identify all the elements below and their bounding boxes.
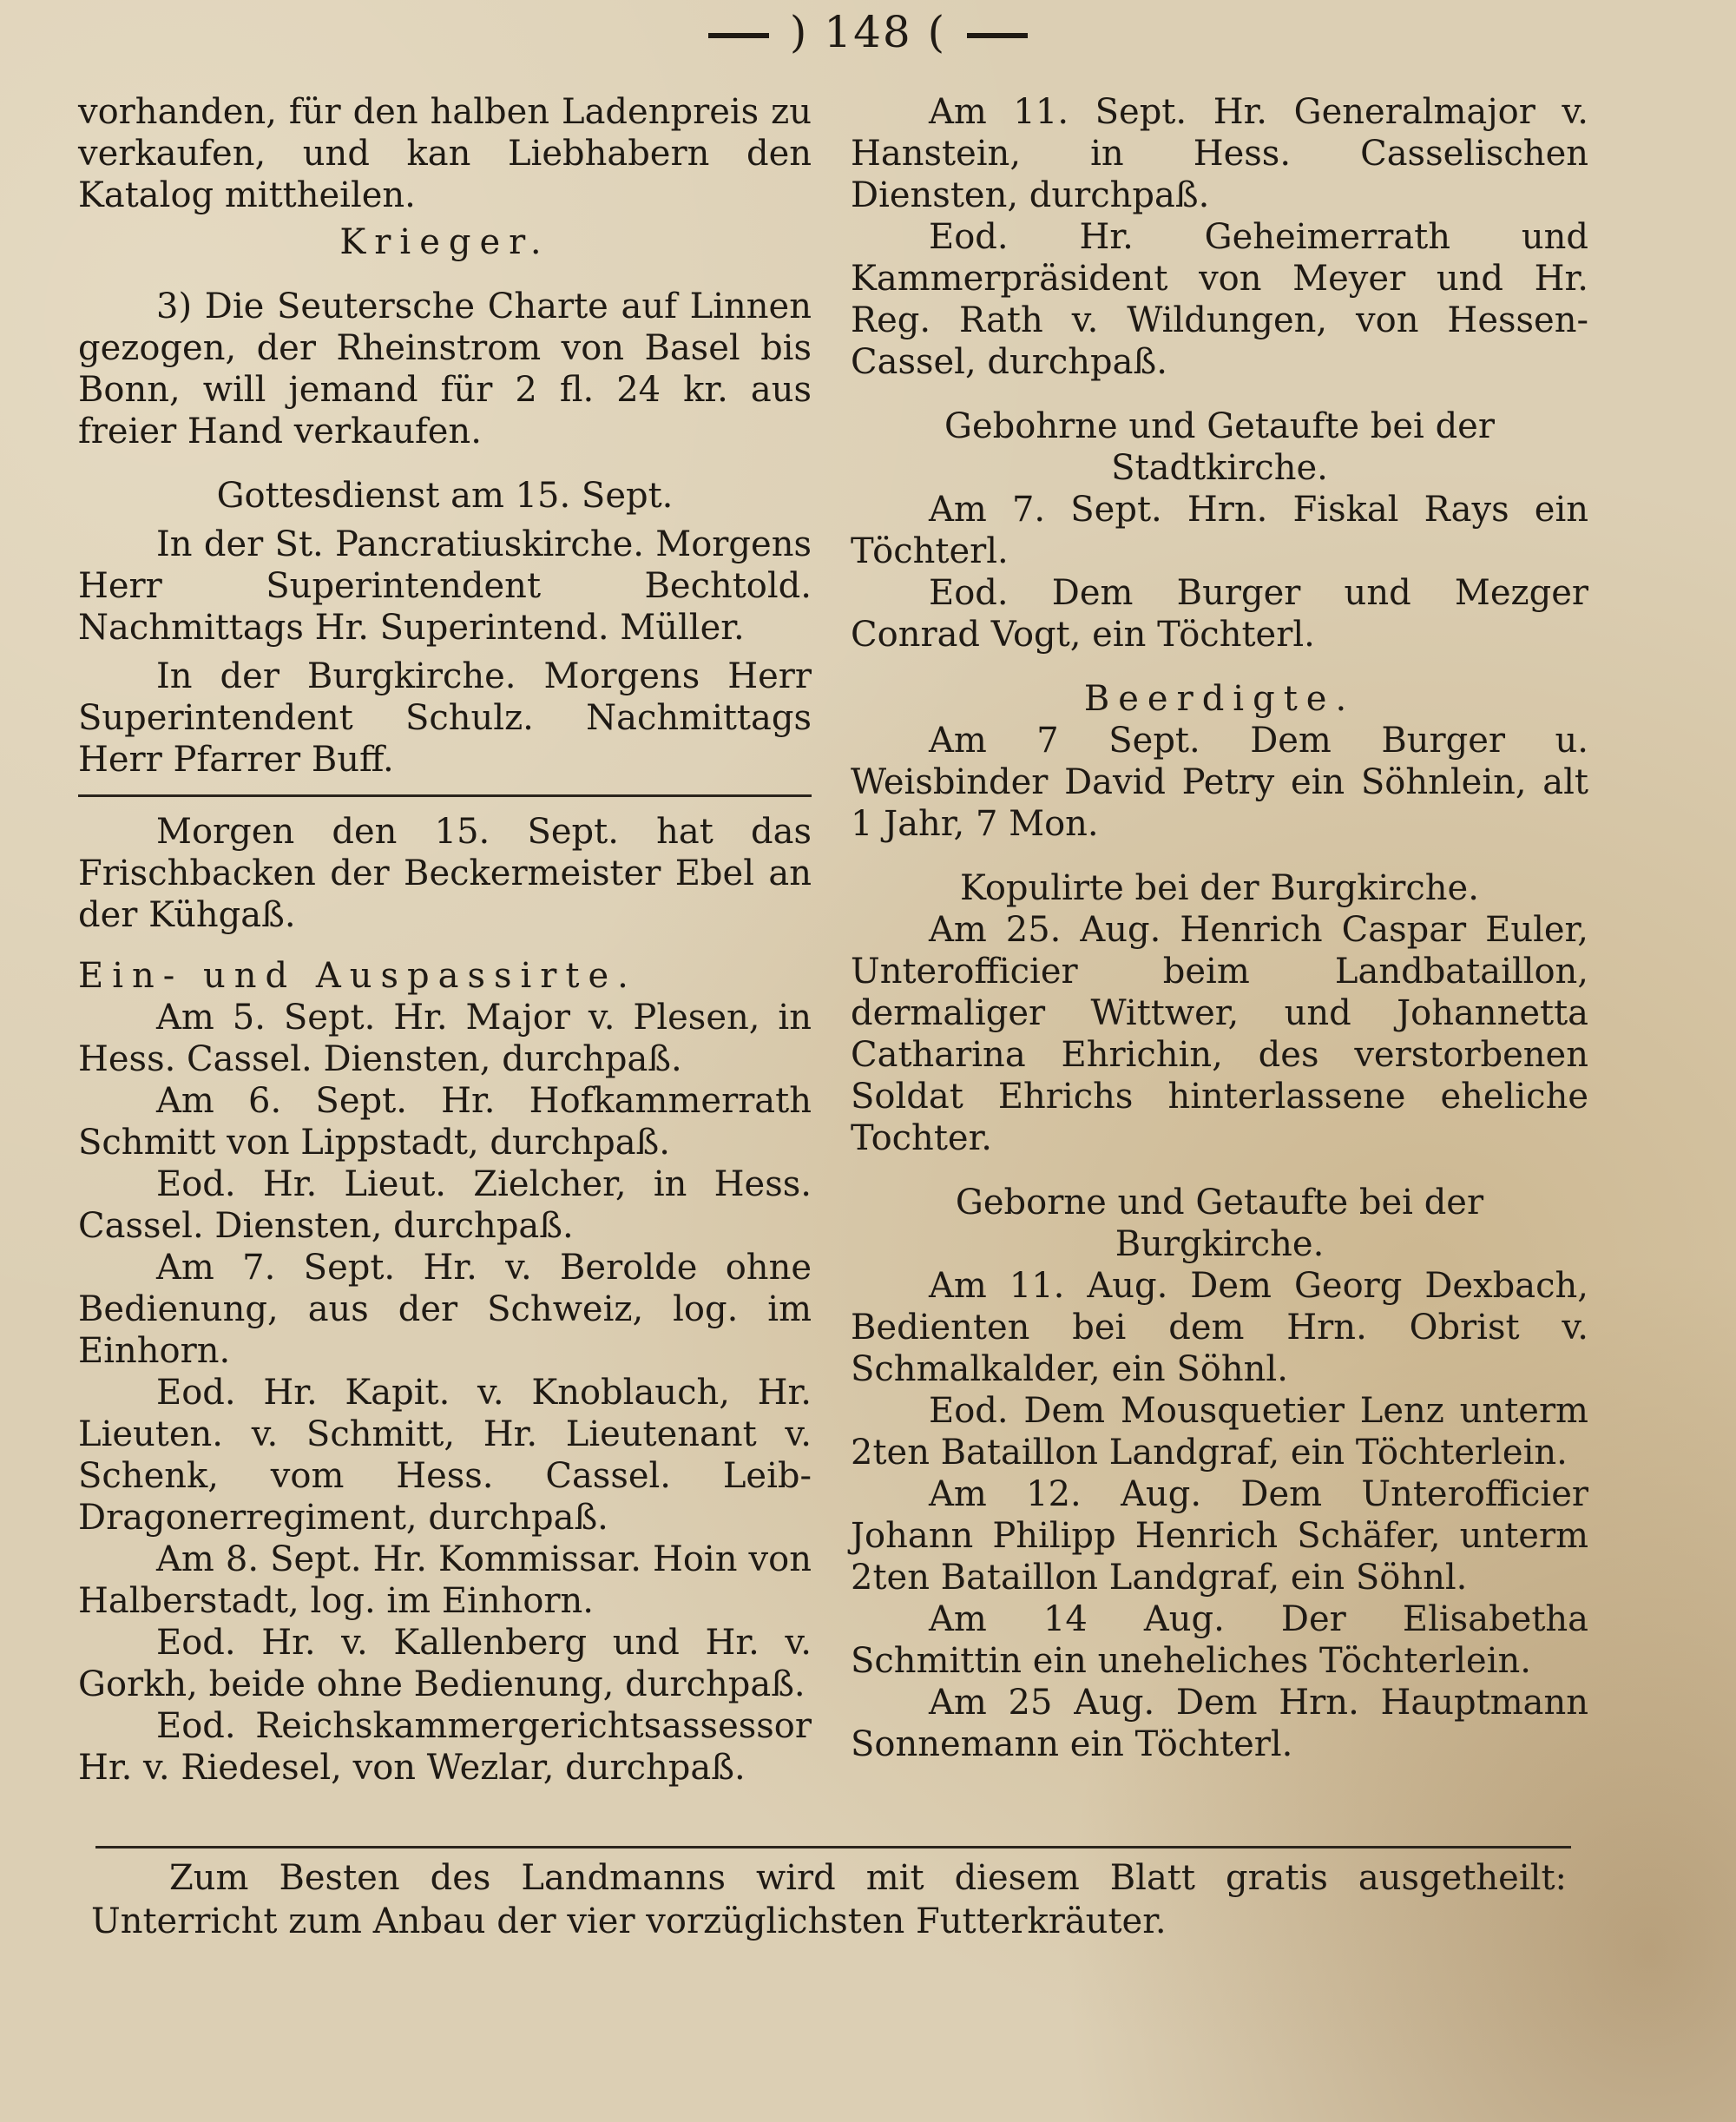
pancratius-service: In der St. Pancratiuskirche. Morgens Herr Superintendent Bechtold. Nachmittags Hr. Superintend. Müller. [78,524,812,648]
burgkirche-service: In der Burgkirche. Morgens Herr Superintendent Schulz. Nachmittags Herr Pfarrer Buff. [78,656,812,780]
header-dash-left [708,33,769,38]
birth-entry: Am 14 Aug. Der Elisabetha Schmittin ein uneheliches Töchterlein. [851,1599,1588,1681]
entry-list-item: Eod. Reichskammergerichtsassessor Hr. v. Riedesel, von Wezlar, durchpaß. [78,1706,812,1788]
section-heading-burgkirche-births: Geborne und Getaufte bei der Burgkirche. [955,1183,1484,1264]
footer-notice: Zum Besten des Landmanns wird mit diesem Blatt gratis ausgetheilt: Unterricht zum Anbau der vier vorzüglichsten Futterkräuter. [91,1858,1567,1941]
entry-list-item: Eod. Hr. v. Kallenberg und Hr. v. Gorkh, beide ohne Bedienung, durchpaß. [78,1623,812,1704]
page-number: ) 148 ( [789,7,947,57]
entry-list-item: Am 5. Sept. Hr. Major v. Plesen, in Hess. Cassel. Diensten, durchpaß. [78,998,812,1079]
column-divider-rule [78,794,812,797]
burial-entry: Am 7 Sept. Dem Burger u. Weisbinder David Petry ein Söhnlein, alt 1 Jahr, 7 Mon. [851,721,1588,844]
section-heading-kopulirte: Kopulirte bei der Burgkirche. [960,868,1479,908]
birth-entry: Am 11. Aug. Dem Georg Dexbach, Bedienten bei dem Hrn. Obrist v. Schmalkalder, ein Söhnl. [851,1266,1588,1389]
birth-entry: Am 12. Aug. Dem Unterofficier Johann Philipp Henrich Schäfer, unterm 2ten Bataillon Landgraf, ein Söhnl. [851,1474,1588,1598]
entry-list-item: Am 11. Sept. Hr. Generalmajor v. Hanstein, in Hess. Casselischen Diensten, durchpaß. [851,92,1588,215]
page-header [0,7,1736,57]
birth-entry: Am 25 Aug. Dem Hrn. Hauptmann Sonnemann ein Töchterl. [851,1683,1588,1764]
entry-list-item: Eod. Hr. Lieut. Zielcher, in Hess. Cassel. Diensten, durchpaß. [78,1164,812,1246]
birth-entry: Eod. Dem Burger und Mezger Conrad Vogt, ein Töchterl. [851,573,1588,655]
section-heading-gottesdienst: Gottesdienst am 15. Sept. [216,476,674,516]
left-column [78,91,812,1789]
section-heading-beerdigte: Beerdigte. [1083,679,1356,719]
entry-list-item: Am 6. Sept. Hr. Hofkammerrath Schmitt von Lippstadt, durchpaß. [78,1081,812,1163]
right-column [851,91,1588,1765]
entry-list-item: Am 7. Sept. Hr. v. Berolde ohne Bedienung, aus der Schweiz, log. im Einhorn. [78,1248,812,1371]
entry-list-item: Eod. Hr. Kapit. v. Knoblauch, Hr. Lieuten. v. Schmitt, Hr. Lieutenant v. Schenk, vom Hess. Cassel. Leib-Dragonerregiment, durchpaß. [78,1373,812,1538]
birth-entry: Am 7. Sept. Hrn. Fiskal Rays ein Töchterl. [851,490,1588,571]
catalog-notice: vorhanden, für den halben Ladenpreis zu verkaufen, und kan Liebhabern den Katalog mittheilen. [78,92,812,215]
map-sale-notice: 3) Die Seutersche Charte auf Linnen gezogen, der Rheinstrom von Basel bis Bonn, will jemand für 2 fl. 24 kr. aus freier Hand verkaufen. [78,287,812,451]
birth-entry: Eod. Dem Mousquetier Lenz unterm 2ten Bataillon Landgraf, ein Töchterlein. [851,1391,1588,1473]
entry-list-item: Eod. Hr. Geheimerrath und Kammerpräsident von Meyer und Hr. Reg. Rath v. Wildungen, von Hessen-Cassel, durchpaß. [851,217,1588,382]
footer-rule [95,1846,1571,1849]
section-heading-passirte: Ein- und Auspassirte. [78,956,637,996]
entry-list-item: Am 8. Sept. Hr. Kommissar. Hoin von Halberstadt, log. im Einhorn. [78,1539,812,1621]
baking-notice: Morgen den 15. Sept. hat das Frischbacken der Beckermeister Ebel an der Kühgaß. [78,812,812,935]
marriage-entry: Am 25. Aug. Henrich Caspar Euler, Unterofficier beim Landbataillon, dermaliger Wittwer, und Johannetta Catharina Ehrichin, des verstorbenen Soldat Ehrichs hinterlassene eheliche Tochter. [851,910,1588,1158]
header-dash-right [967,33,1028,38]
section-heading-stadtkirche-births: Gebohrne und Getaufte bei der Stadtkirche. [944,406,1495,488]
section-heading-krieger: Krieger. [339,222,550,262]
